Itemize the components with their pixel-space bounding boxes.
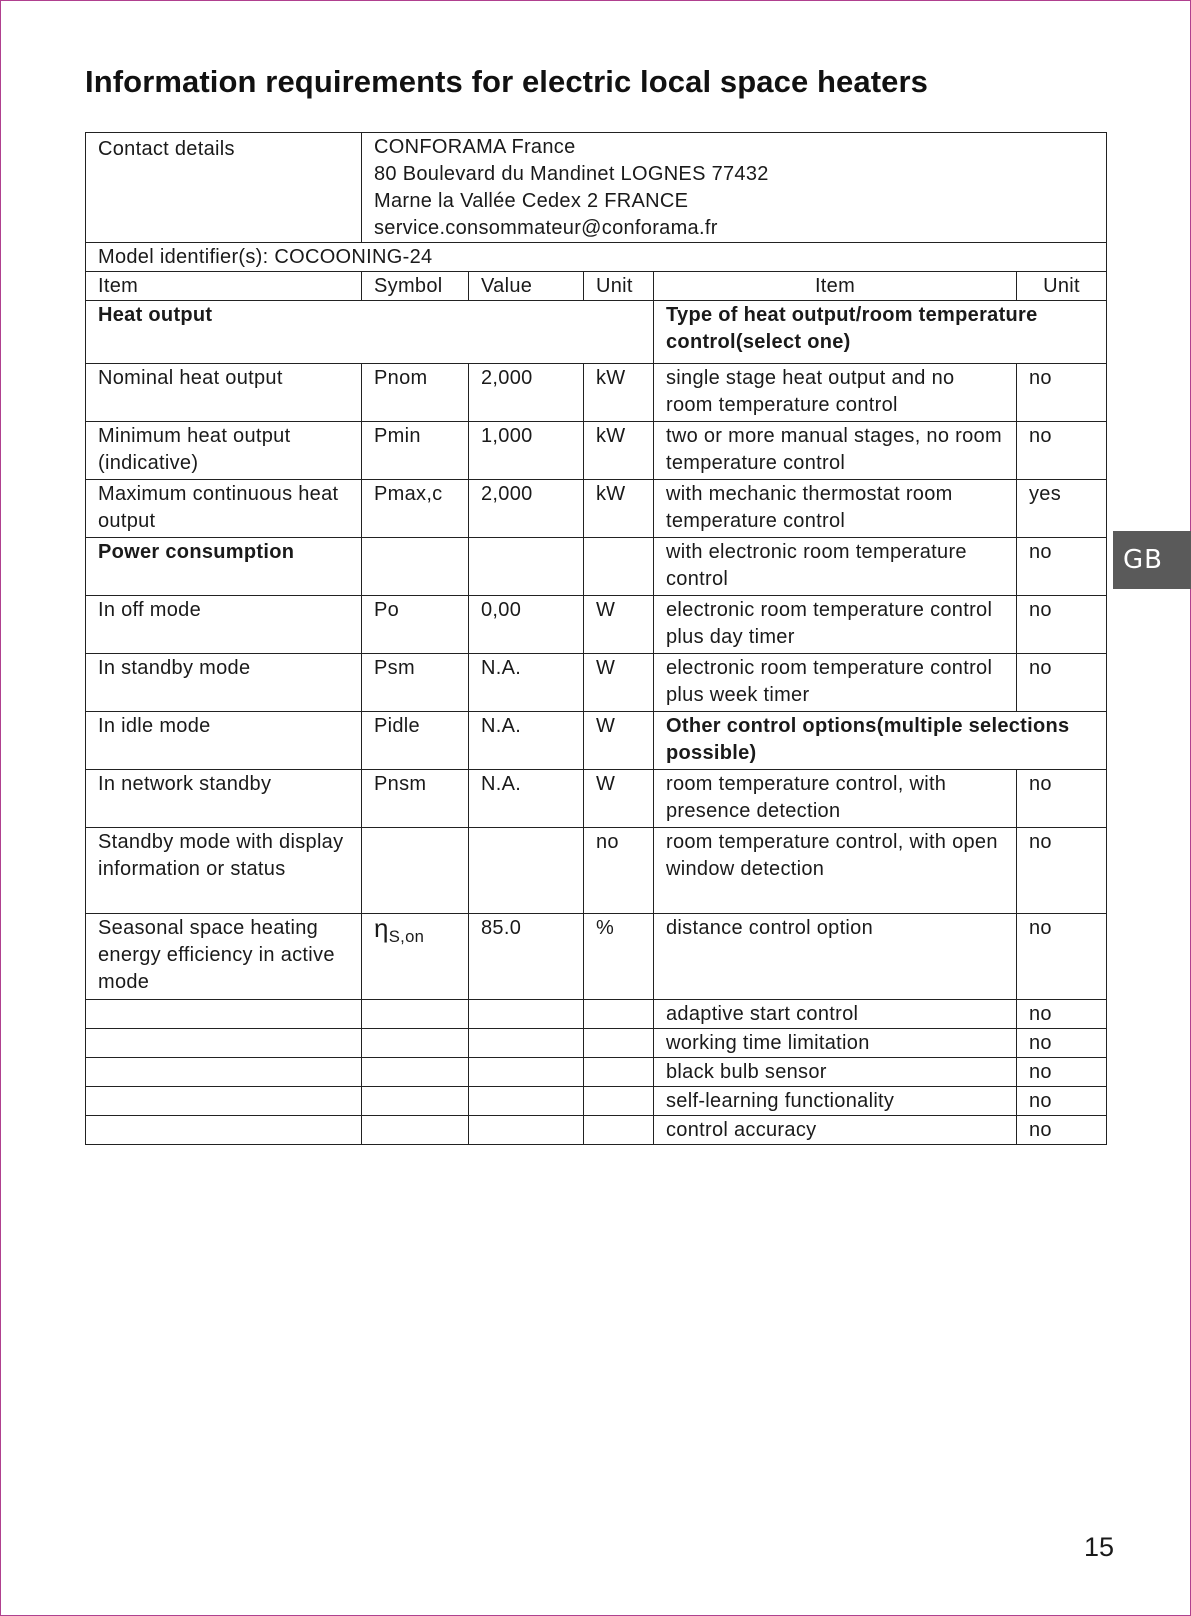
table-row (86, 1116, 1107, 1145)
value-cell (469, 1058, 584, 1087)
section-row (86, 301, 1107, 364)
spec-table (85, 132, 1107, 1145)
unit-cell: % (584, 914, 654, 1000)
answer-cell: no (1017, 364, 1107, 422)
table-row (86, 538, 1107, 596)
header-symbol: Symbol (362, 272, 469, 301)
value-cell: 2,000 (469, 480, 584, 538)
contact-address: 80 Boulevard du Mandinet LOGNES 77432 (374, 163, 769, 185)
control-cell: with electronic room temperature control (654, 538, 1017, 596)
symbol-cell: Psm (362, 654, 469, 712)
symbol-cell: Po (362, 596, 469, 654)
value-cell (469, 1087, 584, 1116)
header-item: Item (86, 272, 362, 301)
item-cell (86, 1058, 362, 1087)
value-cell: N.A. (469, 654, 584, 712)
answer-cell: no (1017, 1087, 1107, 1116)
header-item-2: Item (654, 272, 1017, 301)
value-cell (469, 538, 584, 596)
table-row (86, 1029, 1107, 1058)
symbol-cell (362, 1116, 469, 1145)
model-identifier: Model identifier(s): COCOONING-24 (86, 243, 1107, 272)
answer-cell: no (1017, 1058, 1107, 1087)
table-row (86, 364, 1107, 422)
value-cell: 2,000 (469, 364, 584, 422)
symbol-cell (362, 1000, 469, 1029)
unit-cell: W (584, 712, 654, 770)
contact-city: Marne la Vallée Cedex 2 FRANCE (374, 190, 689, 212)
item-cell (86, 1029, 362, 1058)
answer-cell: no (1017, 828, 1107, 914)
table-row (86, 1058, 1107, 1087)
value-cell: 1,000 (469, 422, 584, 480)
control-cell: electronic room temperature control plus day timer (654, 596, 1017, 654)
page-title: Information requirements for electric local space heaters (85, 64, 928, 99)
value-cell (469, 828, 584, 914)
header-row (86, 272, 1107, 301)
table-row (86, 480, 1107, 538)
unit-cell: W (584, 596, 654, 654)
symbol-cell (362, 1029, 469, 1058)
unit-cell: W (584, 770, 654, 828)
item-cell: Seasonal space heating energy efficiency in active mode (86, 914, 362, 1000)
value-cell (469, 1116, 584, 1145)
control-cell: room temperature control, with open window detection (654, 828, 1017, 914)
unit-cell (584, 1000, 654, 1029)
header-unit-2: Unit (1017, 272, 1107, 301)
control-cell: with mechanic thermostat room temperature control (654, 480, 1017, 538)
value-cell: 0,00 (469, 596, 584, 654)
answer-cell: no (1017, 1116, 1107, 1145)
item-cell: Standby mode with display information or status (86, 828, 362, 914)
table-row (86, 596, 1107, 654)
eta-symbol: η (374, 913, 389, 943)
unit-cell (584, 1116, 654, 1145)
control-cell: control accuracy (654, 1116, 1017, 1145)
value-cell: N.A. (469, 712, 584, 770)
control-cell: distance control option (654, 914, 1017, 1000)
symbol-cell: Pmax,c (362, 480, 469, 538)
page-number: 15 (1084, 1532, 1115, 1562)
item-cell: Minimum heat output (indicative) (86, 422, 362, 480)
control-cell: single stage heat output and no room temperature control (654, 364, 1017, 422)
eta-subscript: S,on (388, 927, 425, 946)
control-cell: adaptive start control (654, 1000, 1017, 1029)
unit-cell: kW (584, 364, 654, 422)
item-cell: Maximum continuous heat output (86, 480, 362, 538)
symbol-cell: Pidle (362, 712, 469, 770)
control-cell: electronic room temperature control plus week timer (654, 654, 1017, 712)
symbol-cell (362, 828, 469, 914)
table-row (86, 1000, 1107, 1029)
answer-cell: no (1017, 1000, 1107, 1029)
contact-email: service.consommateur@conforama.fr (374, 217, 718, 239)
value-cell: N.A. (469, 770, 584, 828)
answer-cell: no (1017, 538, 1107, 596)
table-row (86, 422, 1107, 480)
section-heat-output: Heat output (86, 301, 654, 364)
unit-cell (584, 1029, 654, 1058)
value-cell (469, 1000, 584, 1029)
contact-label: Contact details (86, 133, 362, 243)
contact-company: CONFORAMA France (374, 136, 576, 158)
control-cell: working time limitation (654, 1029, 1017, 1058)
contact-details (362, 133, 1107, 243)
contact-row (86, 133, 1107, 243)
symbol-cell (362, 538, 469, 596)
table-row (86, 828, 1107, 914)
control-cell: two or more manual stages, no room temperature control (654, 422, 1017, 480)
answer-cell: yes (1017, 480, 1107, 538)
unit-cell: no (584, 828, 654, 914)
item-cell (86, 1116, 362, 1145)
table-row (86, 712, 1107, 770)
symbol-cell: Pnom (362, 364, 469, 422)
header-value: Value (469, 272, 584, 301)
answer-cell: no (1017, 914, 1107, 1000)
table-row (86, 914, 1107, 1000)
table-row (86, 1087, 1107, 1116)
symbol-cell (362, 1087, 469, 1116)
unit-cell (584, 1058, 654, 1087)
section-other-control-options: Other control options(multiple selections possible) (654, 712, 1107, 770)
unit-cell: kW (584, 480, 654, 538)
item-cell: In standby mode (86, 654, 362, 712)
symbol-cell (362, 914, 469, 1000)
item-cell: In network standby (86, 770, 362, 828)
answer-cell: no (1017, 596, 1107, 654)
item-cell: In idle mode (86, 712, 362, 770)
control-cell: black bulb sensor (654, 1058, 1017, 1087)
item-cell: In off mode (86, 596, 362, 654)
item-cell (86, 1000, 362, 1029)
symbol-cell: Pmin (362, 422, 469, 480)
answer-cell: no (1017, 654, 1107, 712)
symbol-cell (362, 1058, 469, 1087)
value-cell: 85.0 (469, 914, 584, 1000)
control-cell: self-learning functionality (654, 1087, 1017, 1116)
unit-cell (584, 1087, 654, 1116)
header-unit: Unit (584, 272, 654, 301)
control-cell: room temperature control, with presence detection (654, 770, 1017, 828)
section-power-consumption: Power consumption (86, 538, 362, 596)
table-row (86, 770, 1107, 828)
item-cell (86, 1087, 362, 1116)
section-type-of-heat-output: Type of heat output/room temperature control(select one) (654, 301, 1107, 364)
answer-cell: no (1017, 1029, 1107, 1058)
unit-cell: W (584, 654, 654, 712)
unit-cell: kW (584, 422, 654, 480)
language-tab: GB (1113, 531, 1191, 589)
table-row (86, 654, 1107, 712)
answer-cell: no (1017, 422, 1107, 480)
model-row (86, 243, 1107, 272)
item-cell: Nominal heat output (86, 364, 362, 422)
unit-cell (584, 538, 654, 596)
value-cell (469, 1029, 584, 1058)
answer-cell: no (1017, 770, 1107, 828)
symbol-cell: Pnsm (362, 770, 469, 828)
